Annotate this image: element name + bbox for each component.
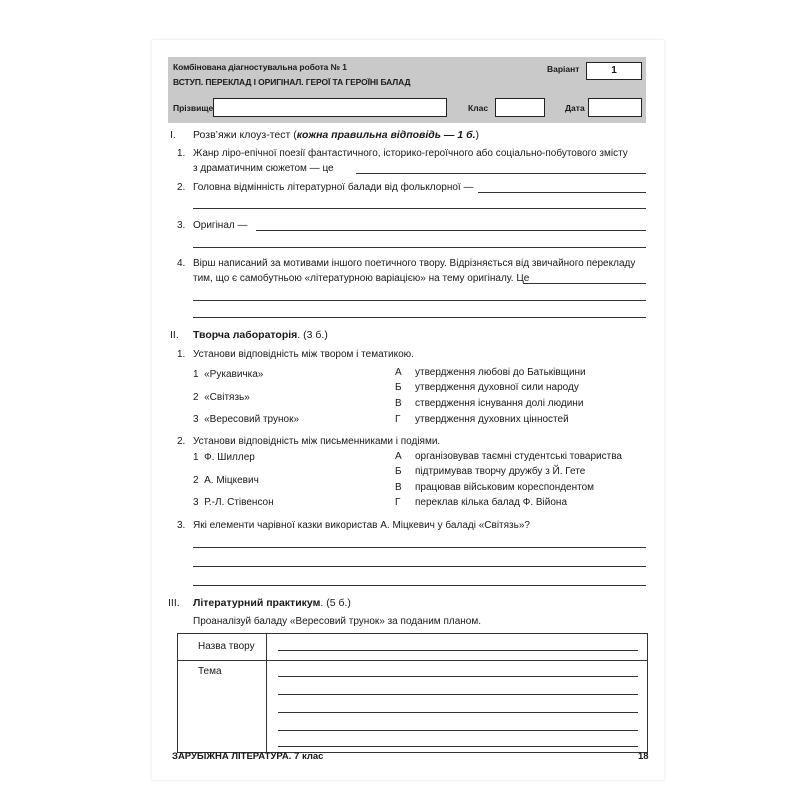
table-row1-label: Назва твору [198, 641, 255, 652]
s2-q3-answer-line2[interactable] [193, 566, 646, 567]
class-label: Клас [468, 103, 489, 113]
s1-q3-answer-line[interactable] [256, 230, 646, 231]
s1-q1-answer-line[interactable] [356, 173, 646, 174]
s1-q1-line2: з драматичним сюжетом — це [193, 163, 334, 174]
s2-q1-right-g: Г утвердження духовних цінностей [395, 414, 569, 425]
variant-label: Варіант [547, 64, 580, 74]
section3-instruction: Проаналізуй баладу «Вересовий трунок» за поданим планом. [193, 616, 481, 627]
date-field[interactable] [588, 98, 642, 117]
date-label: Дата [565, 103, 585, 113]
section3-number: III. [168, 597, 180, 609]
s2-q3-number: 3. [177, 520, 186, 531]
s2-q1-right-b: Б утвердження духовної сили народу [395, 382, 579, 393]
s2-q2-text: Установи відповідність між письменниками і подіями. [193, 436, 441, 447]
s1-q4-answer-line[interactable] [523, 283, 646, 284]
s1-q1-number: 1. [177, 148, 186, 159]
s1-q2-text: Головна відмінність літературної балади від фольклорної — [193, 182, 474, 193]
s2-q3-answer-line3[interactable] [193, 585, 646, 586]
table-row2-answer-line1[interactable] [278, 676, 638, 677]
section3-title: Літературний практикум. (5 б.) [193, 597, 351, 609]
s2-q1-right-v: В ствердження існування долі людини [395, 398, 584, 409]
s2-q2-right-g: Г переклав кілька балад Ф. Війона [395, 497, 568, 508]
footer-subject: ЗАРУБІЖНА ЛІТЕРАТУРА. 7 клас [172, 751, 324, 762]
table-row2-answer-line4[interactable] [278, 730, 638, 731]
analysis-table [177, 633, 648, 753]
s1-q4-answer-line2[interactable] [193, 300, 646, 301]
s1-q1-line1: Жанр ліро-епічної поезії фантастичного, історико-героїчного або соціально-побутового змісту [193, 148, 628, 159]
s1-q4-number: 4. [177, 258, 186, 269]
variant-box: 1 [586, 62, 642, 80]
table-row2-answer-line2[interactable] [278, 694, 638, 695]
section1-title: Розв’яжи клоуз-тест (кожна правильна відповідь — 1 б.) [193, 129, 480, 141]
section1-number: I. [170, 129, 176, 141]
s1-q2-answer-line[interactable] [478, 192, 646, 193]
s1-q2-number: 2. [177, 182, 186, 193]
s2-q1-left-3: 3 «Вересовий трунок» [193, 414, 300, 425]
s2-q2-left-3: 3 Р.-Л. Стівенсон [193, 497, 274, 508]
s2-q1-left-2: 2 «Світязь» [193, 392, 250, 403]
s2-q1-number: 1. [177, 349, 186, 360]
s2-q2-number: 2. [177, 436, 186, 447]
table-row-divider [178, 660, 647, 661]
header-title-line2: ВСТУП. ПЕРЕКЛАД І ОРИГІНАЛ. ГЕРОЇ ТА ГЕРОЇНІ БАЛАД [173, 77, 411, 87]
s1-q4-line2: тим, що є самобутньою «літературною варіацією» на тему оригіналу. Це [193, 273, 530, 284]
s1-q2-answer-line2[interactable] [193, 208, 646, 209]
surname-field[interactable] [213, 98, 447, 117]
table-column-divider [266, 634, 267, 752]
s2-q2-right-b: Б підтримував творчу дружбу з Й. Гете [395, 466, 586, 477]
s2-q3-text: Які елементи чарівної казки використав А. Міцкевич у баладі «Світязь»? [193, 520, 530, 531]
s1-q4-line1: Вірш написаний за мотивами іншого поетичного твору. Відрізняється від звичайного перекладу [193, 258, 636, 269]
table-row2-label: Тема [198, 666, 222, 677]
header-title-line1: Комбінована діагностувальна робота № 1 [173, 62, 347, 72]
s1-q3-number: 3. [177, 220, 186, 231]
s2-q1-right-a: А утвердження любові до Батьківщини [395, 367, 586, 378]
s2-q1-text: Установи відповідність між твором і тематикою. [193, 349, 414, 360]
s1-q4-answer-line3[interactable] [193, 317, 646, 318]
section2-number: II. [170, 329, 179, 341]
s2-q1-left-1: 1 «Рукавичка» [193, 369, 264, 380]
s2-q3-answer-line1[interactable] [193, 547, 646, 548]
s1-q3-answer-line2[interactable] [193, 247, 646, 248]
class-field[interactable] [495, 98, 545, 117]
worksheet-header [168, 57, 646, 123]
table-row1-answer-line[interactable] [278, 650, 638, 651]
table-row2-answer-line3[interactable] [278, 712, 638, 713]
table-row2-answer-line5[interactable] [278, 746, 638, 747]
s2-q2-right-a: А організовував таємні студентські товариства [395, 451, 622, 462]
s2-q2-left-1: 1 Ф. Шиллер [193, 452, 255, 463]
surname-label: Прізвище [173, 103, 214, 113]
s1-q3-text: Оригінал — [193, 220, 248, 231]
page-number: 18 [638, 751, 649, 762]
section2-title: Творча лабораторія. (3 б.) [193, 329, 328, 341]
s2-q2-left-2: 2 А. Міцкевич [193, 475, 259, 486]
s2-q2-right-v: В працював військовим кореспондентом [395, 482, 595, 493]
